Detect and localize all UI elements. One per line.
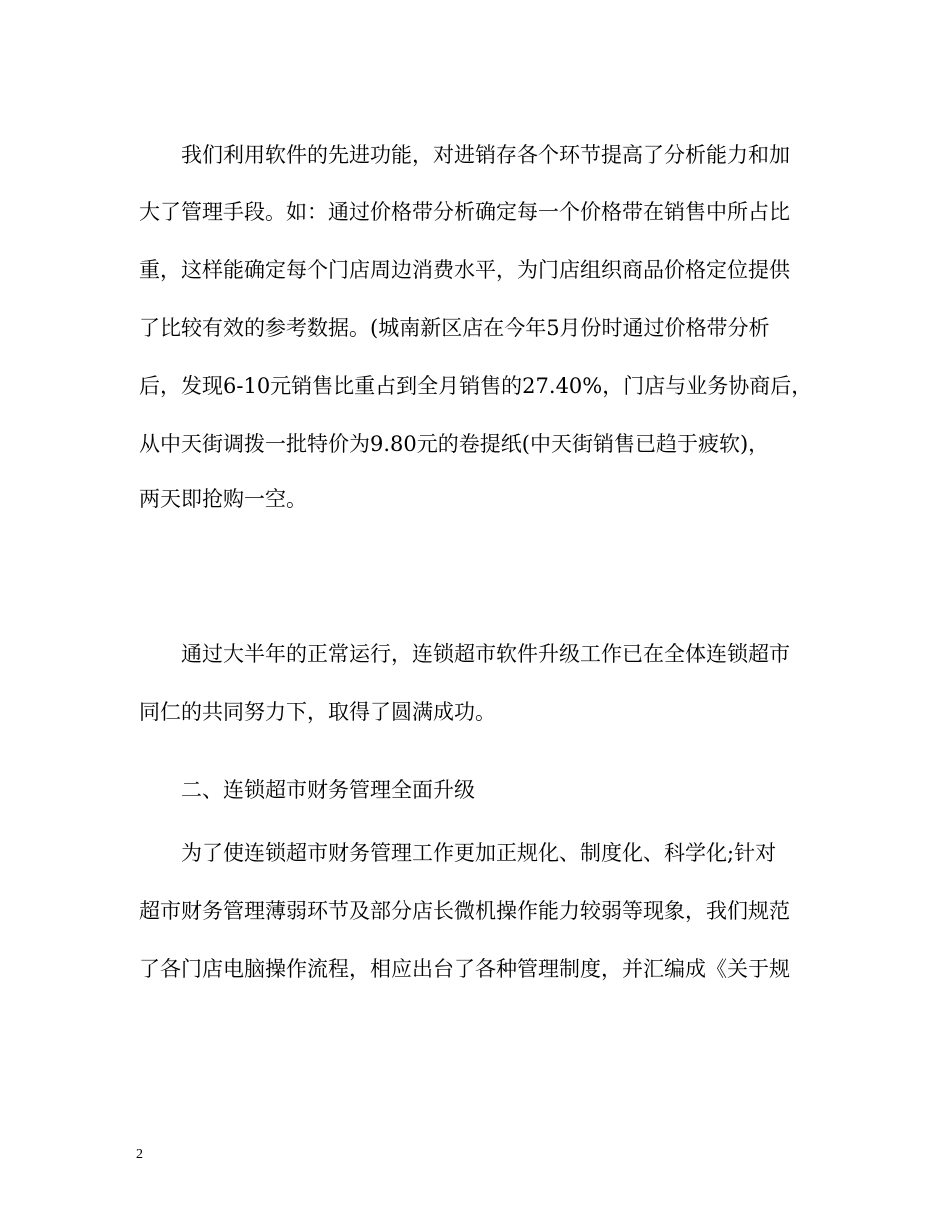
text-line: 我们利用软件的先进功能，对进销存各个环节提高了分析能力和加 <box>139 143 790 167</box>
text-line: 了各门店电脑操作流程，相应出台了各种管理制度，并汇编成《关于规 <box>139 957 790 981</box>
text-line: 重，这样能确定每个门店周边消费水平，为门店组织商品价格定位提供 <box>139 258 790 282</box>
paragraph-finance-standardization <box>139 838 829 984</box>
text-line: 从中天街调拨一批特价为9.80元的卷提纸(中天街销售已趋于疲软)， <box>139 432 770 456</box>
paragraph-price-band-analysis <box>139 140 829 514</box>
text-line: 为了使连锁超市财务管理工作更加正规化、制度化、科学化;针对 <box>139 841 777 865</box>
text-line: 了比较有效的参考数据。(城南新区店在今年5月份时通过价格带分析 <box>139 316 770 340</box>
text-line: 同仁的共同努力下，取得了圆满成功。 <box>139 700 496 724</box>
text-line: 后，发现6-10元销售比重占到全月销售的27.40%，门店与业务协商后， <box>139 374 813 398</box>
text-line: 超市财务管理薄弱环节及部分店长微机操作能力较弱等现象，我们规范 <box>139 899 790 923</box>
text-line: 通过大半年的正常运行，连锁超市软件升级工作已在全体连锁超市 <box>139 642 790 666</box>
page-number: 2 <box>136 1147 143 1162</box>
text-line: 二、连锁超市财务管理全面升级 <box>139 778 475 802</box>
text-line: 大了管理手段。如：通过价格带分析确定每一个价格带在销售中所占比 <box>139 200 790 224</box>
section-heading-finance-upgrade <box>139 775 829 805</box>
text-line: 两天即抢购一空。 <box>139 487 307 511</box>
paragraph-software-upgrade-success <box>139 639 829 727</box>
